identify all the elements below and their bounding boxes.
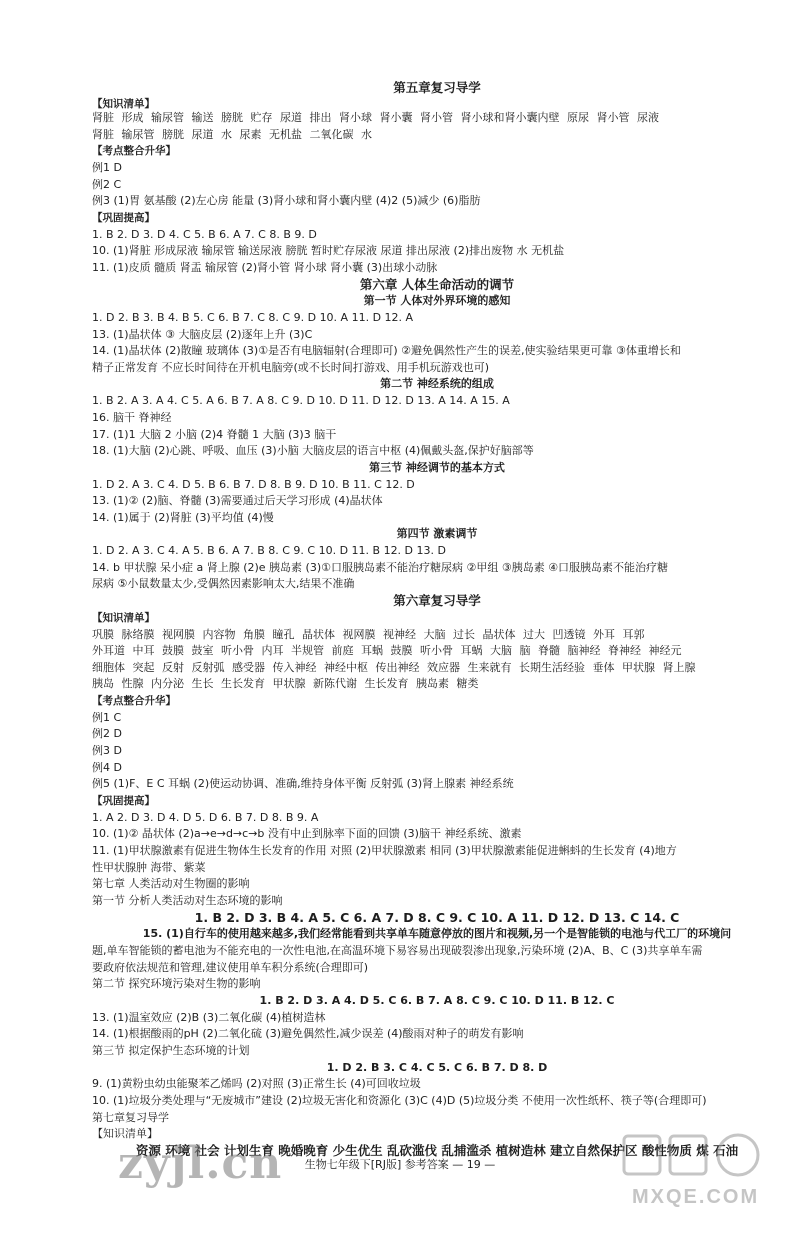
answer-line: 巩膜 脉络膜 视网膜 内容物 角膜 瞳孔 晶状体 视网膜 视神经 大脑 过长 晶状体 过大 凹透镜 外耳 耳郭 (92, 628, 645, 641)
answer-line: 肾脏 形成 输尿管 输送 膀胱 贮存 尿道 排出 肾小球 肾小囊 肾小管 肾小球和肾小囊内壁 原尿 肾小管 尿液 (92, 111, 659, 124)
answer-line: 性甲状腺肿 海带、紫菜 (92, 861, 206, 874)
answer-line: 1. B 2. D 3. D 4. C 5. B 6. A 7. C 8. B 9. D (92, 228, 317, 241)
answer-line: 第七章复习导学 (92, 1111, 169, 1124)
answer-line: 10. (1)肾脏 形成尿液 输尿管 输送尿液 膀胱 暂时贮存尿液 尿道 排出尿液 (2)排出废物 水 无机盐 (92, 244, 565, 257)
answer-line: 例1 C (92, 711, 122, 724)
answer-line: 16. 脑干 脊神经 (92, 411, 172, 424)
answer-line: 11. (1)皮质 髓质 肾盂 输尿管 (2)肾小管 肾小球 肾小囊 (3)出球小动脉 (92, 261, 438, 274)
answer-line: 14. (1)晶状体 (2)散瞳 玻璃体 (3)①是否有电脑辐射(合理即可) ②避免偶然性产生的误差,使实验结果更可靠 ③体重增长和 (92, 344, 681, 357)
watermark-mxqe: MXQE.COM (632, 1186, 760, 1208)
answer-line: 题,单车智能锁的蓄电池为不能充电的一次性电池,在高温环境下易容易出现破裂渗出现象,污染环境 (2)A、B、C (3)共享单车需 (92, 944, 703, 957)
answer-line: 例1 D (92, 161, 122, 174)
section-heading: 第四节 激素调节 (396, 527, 478, 540)
answer-line: 9. (1)黄粉虫幼虫能聚苯乙烯吗 (2)对照 (3)正常生长 (4)可回收垃圾 (92, 1077, 421, 1090)
section-heading: 资源 环境 社会 计划生育 晚婚晚育 少生优生 乱砍滥伐 乱捕滥杀 植树造林 建立自然保护区 酸性物质 煤 石油 (135, 1143, 739, 1158)
answer-line: 14. (1)属于 (2)肾脏 (3)平均值 (4)慢 (92, 511, 274, 524)
section-heading: 第一节 人体对外界环境的感知 (363, 294, 511, 307)
answer-line: 外耳道 中耳 鼓膜 鼓室 听小骨 内耳 半规管 前庭 耳蜗 鼓膜 听小骨 耳蜗 大脑 脑 脊髓 脑神经 脊神经 神经元 (92, 644, 682, 657)
answer-line: 精子正常发育 不应长时间待在开机电脑旁(或不长时间打游戏、用手机玩游戏也可) (92, 361, 490, 374)
section-heading: 第六章 人体生命活动的调节 (359, 277, 515, 292)
answer-line: 第二节 探究环境污染对生物的影响 (92, 977, 261, 990)
section-heading: 1. B 2. D 3. A 4. D 5. C 6. B 7. A 8. C 9. C 10. D 11. B 12. C (259, 994, 615, 1007)
answer-line: 【知识清单】 (92, 1127, 158, 1140)
answer-line: 10. (1)垃圾分类处理与“无废城市”建设 (2)垃圾无害化和资源化 (3)C (4)D (5)垃圾分类 不使用一次性纸杯、筷子等(合理即可) (92, 1094, 707, 1107)
watermark-badge-logo (620, 1130, 770, 1182)
section-heading: 第二节 神经系统的组成 (380, 377, 494, 390)
section-heading: 第五章复习导学 (393, 80, 481, 95)
answer-line: 胰岛 性腺 内分泌 生长 生长发育 甲状腺 新陈代谢 生长发育 胰岛素 糖类 (92, 677, 479, 690)
answer-line: 1. A 2. D 3. D 4. D 5. D 6. B 7. D 8. B 9. A (92, 811, 319, 824)
answer-line: 例2 C (92, 178, 122, 191)
section-heading: 第六章复习导学 (393, 593, 481, 608)
section-heading: 1. D 2. B 3. C 4. C 5. C 6. B 7. D 8. D (326, 1061, 548, 1074)
answer-line: 13. (1)② (2)脑、脊髓 (3)需要通过后天学习形成 (4)晶状体 (92, 494, 383, 507)
answer-line: 11. (1)甲状腺激素有促进生物体生长发育的作用 对照 (2)甲状腺激素 相同 (3)甲状腺激素能促进蝌蚪的生长发育 (4)地方 (92, 844, 677, 857)
subsection-label: 【考点整合升华】 (92, 695, 176, 707)
subsection-label: 【巩固提高】 (92, 795, 155, 807)
subsection-label: 【考点整合升华】 (92, 145, 176, 157)
answer-line: 13. (1)晶状体 ③ 大脑皮层 (2)逐年上升 (3)C (92, 328, 313, 341)
answer-line: 细胞体 突起 反射 反射弧 感受器 传入神经 神经中枢 传出神经 效应器 生来就有 长期生活经验 垂体 甲状腺 肾上腺 (92, 661, 696, 674)
answer-line: 要政府依法规范和管理,建议使用单车积分系统(合理即可) (92, 961, 369, 974)
answer-line: 1. D 2. A 3. C 4. A 5. B 6. A 7. B 8. C 9. C 10. D 11. B 12. D 13. D (92, 544, 446, 557)
answer-line: 例3 (1)胃 氨基酸 (2)左心房 能量 (3)肾小球和肾小囊内壁 (4)2 (5)减少 (6)脂肪 (92, 194, 481, 207)
subsection-label: 【知识清单】 (92, 612, 155, 624)
answer-line: 例5 (1)F、E C 耳蜗 (2)使运动协调、准确,维持身体平衡 反射弧 (3)肾上腺素 神经系统 (92, 777, 514, 790)
answer-line: 第三节 拟定保护生态环境的计划 (92, 1044, 250, 1057)
page-footer: 生物七年级下[RJ版] 参考答案 — 19 — (304, 1158, 496, 1171)
answer-line: 例3 D (92, 744, 122, 757)
answer-line: 例4 D (92, 761, 122, 774)
answer-line: 尿病 ⑤小鼠数量太少,受偶然因素影响太大,结果不准确 (92, 577, 355, 590)
answer-line: 1. B 2. A 3. A 4. C 5. A 6. B 7. A 8. C 9. D 10. D 11. D 12. D 13. A 14. A 15. A (92, 394, 510, 407)
answer-line: 例2 D (92, 727, 122, 740)
answer-line: 10. (1)② 晶状体 (2)a→e→d→c→b 没有中止到脉率下面的回馈 (3)脑干 神经系统、激素 (92, 827, 522, 840)
answer-line: 18. (1)大脑 (2)心跳、呼吸、血压 (3)小脑 大脑皮层的语言中枢 (4)佩戴头盔,保护好脑部等 (92, 444, 534, 457)
answer-line: 第七章 人类活动对生物圈的影响 (92, 877, 250, 890)
section-heading: 1. B 2. D 3. B 4. A 5. C 6. A 7. D 8. C 9. C 10. A 11. D 12. D 13. C 14. C (194, 910, 680, 925)
section-heading: 第三节 神经调节的基本方式 (369, 461, 505, 474)
subsection-label: 【巩固提高】 (92, 212, 155, 224)
answer-line: 1. D 2. B 3. B 4. B 5. C 6. B 7. C 8. C 9. D 10. A 11. D 12. A (92, 311, 414, 324)
subsection-label: 【知识清单】 (92, 98, 155, 110)
watermark-zyjl: zyjl.cn (118, 1138, 283, 1189)
answer-line: 肾脏 输尿管 膀胱 尿道 水 尿素 无机盐 二氧化碳 水 (92, 128, 372, 141)
section-heading: 15. (1)自行车的使用越来越多,我们经常能看到共享单车随意停放的图片和视频,另一个是智能锁的电池与代工厂的环境问 (142, 927, 732, 940)
answer-line: 13. (1)温室效应 (2)B (3)二氧化碳 (4)植树造林 (92, 1011, 326, 1024)
answer-line: 1. D 2. A 3. C 4. D 5. B 6. B 7. D 8. B 9. D 10. B 11. C 12. D (92, 478, 415, 491)
answer-line: 14. (1)根据酸雨的pH (2)二氧化硫 (3)避免偶然性,减少误差 (4)酸雨对种子的萌发有影响 (92, 1027, 524, 1040)
answer-line: 14. b 甲状腺 呆小症 a 肾上腺 (2)e 胰岛素 (3)①口服胰岛素不能治疗糖尿病 ②甲组 ③胰岛素 ④口服胰岛素不能治疗糖 (92, 561, 669, 574)
answer-line: 17. (1)1 大脑 2 小脑 (2)4 脊髓 1 大脑 (3)3 脑干 (92, 428, 337, 441)
answer-line: 第一节 分析人类活动对生态环境的影响 (92, 894, 283, 907)
